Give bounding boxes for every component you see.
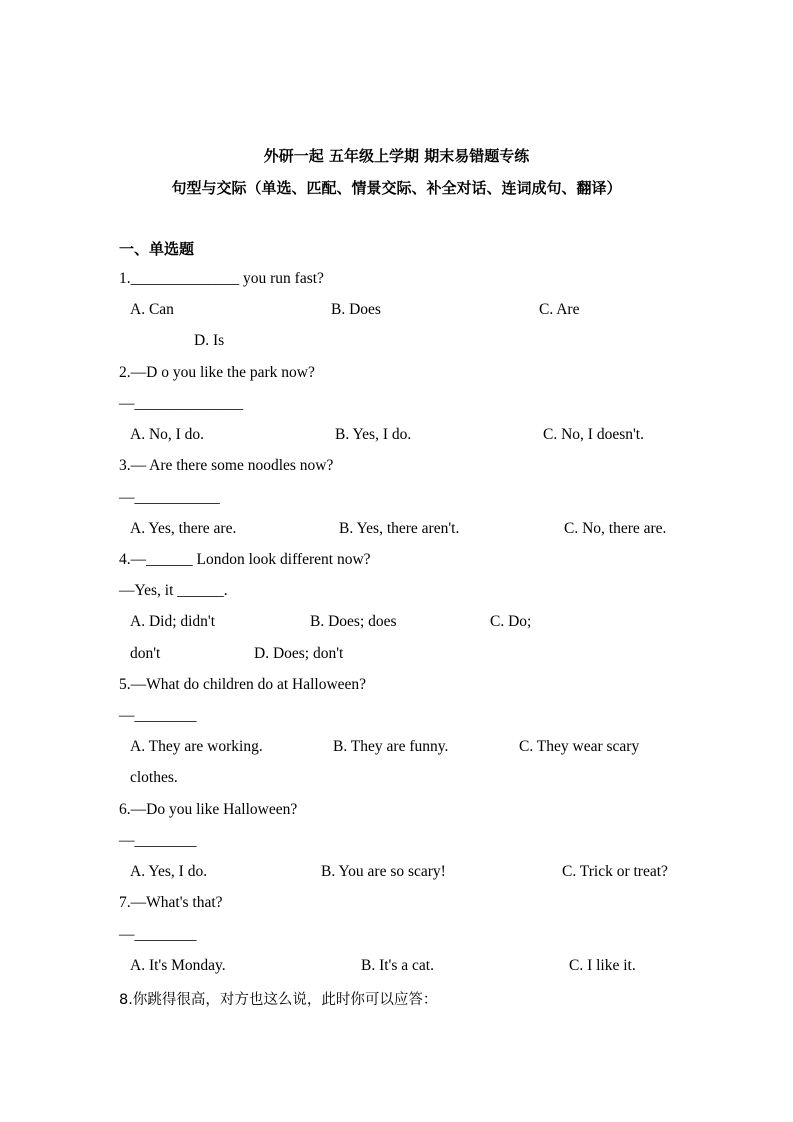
question-5-answer-line: —________ xyxy=(119,707,197,724)
question-4-option-c-continued: don't xyxy=(130,645,161,662)
question-5-option-c: C. They wear scary xyxy=(519,738,640,755)
question-6-answer-line: —________ xyxy=(119,832,197,849)
question-2-option-a: A. No, I do. xyxy=(130,426,205,443)
question-2-option-c: C. No, I doesn't. xyxy=(543,426,644,443)
question-5-stem: 5.—What do children do at Halloween? xyxy=(119,676,367,693)
question-7-option-a: A. It's Monday. xyxy=(130,957,226,974)
question-4-option-a: A. Did; didn't xyxy=(130,613,216,630)
question-1-option-b: B. Does xyxy=(331,301,381,318)
question-4-option-c: C. Do; xyxy=(490,613,532,630)
question-8-stem: 8.你跳得很高，对方也这么说，此时你可以应答： xyxy=(119,992,438,1008)
question-4-answer-line: —Yes, it ______. xyxy=(119,582,228,599)
question-2-answer-line: —______________ xyxy=(119,395,243,412)
question-7-option-c: C. I like it. xyxy=(569,957,636,974)
question-3-option-c: C. No, there are. xyxy=(564,520,667,537)
question-4-stem: 4.—______ London look different now? xyxy=(119,551,371,568)
question-3-option-a: A. Yes, there are. xyxy=(130,520,237,537)
question-5-option-b: B. They are funny. xyxy=(333,738,449,755)
question-1-option-c: C. Are xyxy=(539,301,580,318)
section-heading-single-choice: 一、单选题 xyxy=(119,240,195,258)
question-6-option-c: C. Trick or treat? xyxy=(562,863,668,880)
question-4-option-b: B. Does; does xyxy=(310,613,397,630)
question-7-stem: 7.—What's that? xyxy=(119,894,223,911)
question-6-option-a: A. Yes, I do. xyxy=(130,863,208,880)
question-1-stem: 1.______________ you run fast? xyxy=(119,270,324,287)
document-title: 外研一起 五年级上学期 期末易错题专练 xyxy=(263,147,530,165)
question-1-option-a: A. Can xyxy=(130,301,174,318)
question-1-option-d: D. Is xyxy=(194,332,225,349)
document-subtitle: 句型与交际（单选、匹配、情景交际、补全对话、连词成句、翻译） xyxy=(171,179,622,197)
question-6-option-b: B. You are so scary! xyxy=(321,863,446,880)
question-2-option-b: B. Yes, I do. xyxy=(335,426,412,443)
question-7-option-b: B. It's a cat. xyxy=(361,957,434,974)
question-5-option-a: A. They are working. xyxy=(130,738,263,755)
question-2-stem: 2.—D o you like the park now? xyxy=(119,364,315,381)
question-6-stem: 6.—Do you like Halloween? xyxy=(119,801,298,818)
question-3-stem: 3.— Are there some noodles now? xyxy=(119,457,334,474)
question-3-answer-line: —___________ xyxy=(119,489,220,506)
question-3-option-b: B. Yes, there aren't. xyxy=(339,520,460,537)
question-7-answer-line: —________ xyxy=(119,926,197,943)
question-4-option-d: D. Does; don't xyxy=(254,645,344,662)
question-5-option-c-continued: clothes. xyxy=(130,769,178,786)
